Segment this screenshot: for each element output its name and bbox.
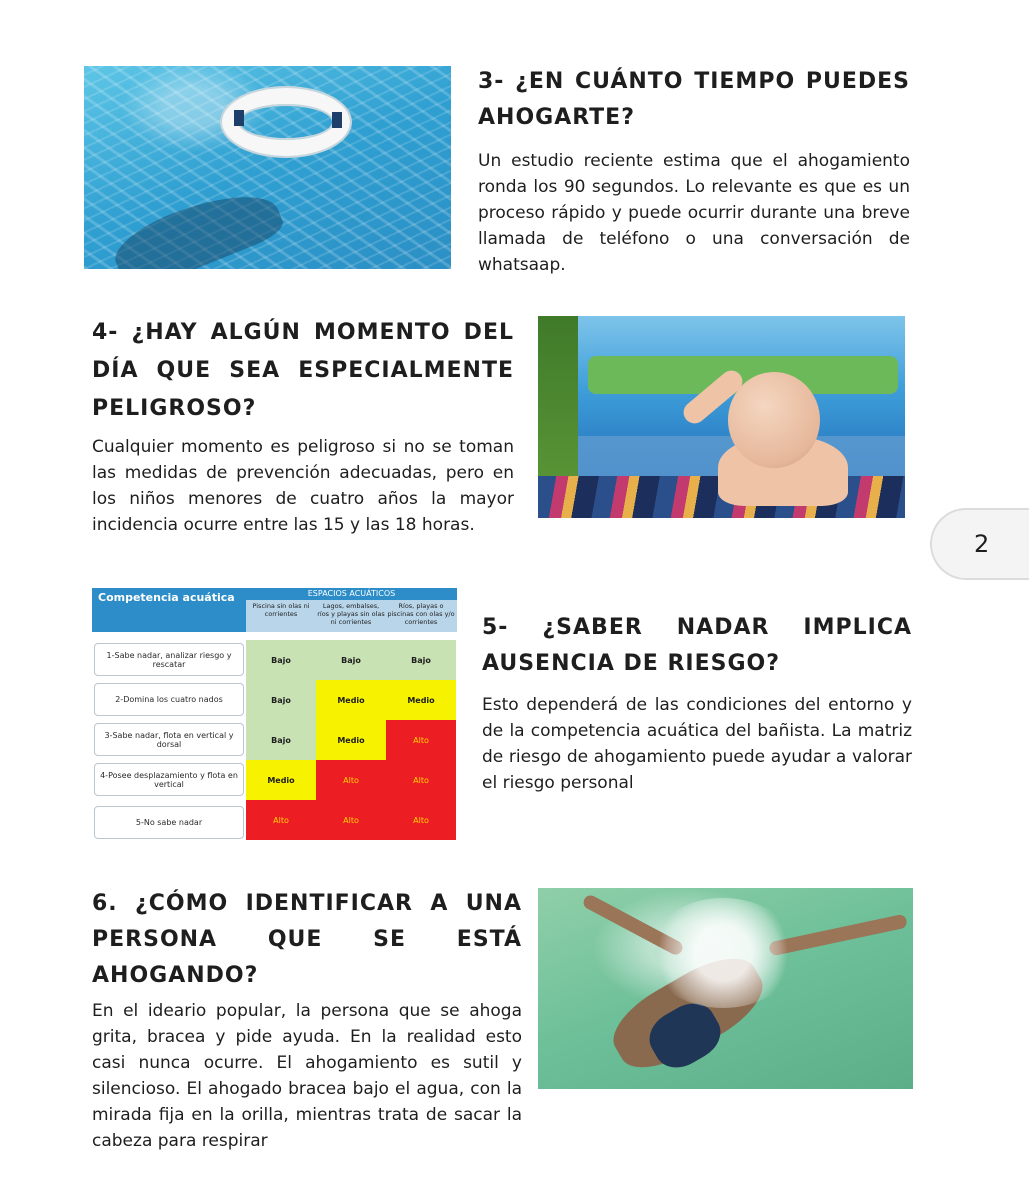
matrix-cell: Medio [316, 720, 386, 760]
section-3-heading: 3- ¿EN CUÁNTO TIEMPO PUEDES AHOGARTE? [478, 69, 910, 130]
matrix-cell: Bajo [316, 640, 386, 680]
matrix-row-label: 5-No sabe nadar [94, 806, 244, 839]
section-4-heading: 4- ¿HAY ALGÚN MOMENTO DEL DÍA QUE SEA ESPECIALMENTE PELIGROSO? [92, 320, 514, 421]
matrix-row-label: 3-Sabe nadar, flota en vertical y dorsal [94, 723, 244, 756]
section-5-heading: 5- ¿SABER NADAR IMPLICA AUSENCIA DE RIESGO? [482, 615, 912, 676]
matrix-cell: Alto [246, 800, 316, 840]
matrix-cell: Alto [316, 760, 386, 800]
section-6-heading: 6. ¿CÓMO IDENTIFICAR A UNA PERSONA QUE SE ESTÁ AHOGANDO? [92, 891, 522, 988]
matrix-row-header: Competencia acuática [92, 588, 246, 632]
matrix-column-header: Piscina sin olas ni corrientes [252, 602, 310, 618]
matrix-cell: Medio [386, 680, 456, 720]
lifebuoy-stripe [234, 110, 244, 126]
matrix-cell: Medio [316, 680, 386, 720]
water-splash [648, 898, 798, 1008]
matrix-cell: Medio [246, 760, 316, 800]
matrix-cell: Bajo [246, 720, 316, 760]
section-6-body: En el ideario popular, la persona que se ahoga grita, bracea y pide ayuda. En la realidad esto casi nunca ocurre. El ahogamiento es sutil y silencioso. El ahogado bracea bajo el agua, con la mirada fija en la orilla, mientras trata de sacar la cabeza para respirar [92, 1001, 522, 1151]
drowning-swimmer-photo [538, 888, 913, 1089]
matrix-row-label: 1-Sabe nadar, analizar riesgo y rescatar [94, 643, 244, 676]
matrix-column-header: Lagos, embalses, ríos y playas sin olas ni corrientes [317, 602, 385, 626]
matrix-cell: Bajo [246, 680, 316, 720]
baby-pool-photo [538, 316, 905, 518]
section-4-body: Cualquier momento es peligroso si no se toman las medidas de prevención adecuadas, pero en los niños menores de cuatro años la mayor incidencia ocurre entre las 15 y las 18 horas. [92, 437, 514, 535]
matrix-row-label: 4-Posee desplazamiento y flota en vertical [94, 763, 244, 796]
matrix-column-header: Ríos, playas o piscinas con olas y/o corrientes [387, 602, 455, 626]
matrix-row-label: 2-Domina los cuatro nados [94, 683, 244, 716]
lifebuoy-stripe [332, 112, 342, 128]
matrix-cell: Alto [386, 720, 456, 760]
page-number: 2 [974, 530, 990, 558]
section-3-body: Un estudio reciente estima que el ahogamiento ronda los 90 segundos. Lo relevante es que es un proceso rápido y puede ocurrir durante una breve llamada de teléfono o una conversación de whatsaap. [478, 151, 910, 275]
matrix-cell: Bajo [246, 640, 316, 680]
matrix-cell: Alto [386, 760, 456, 800]
matrix-cell: Alto [386, 800, 456, 840]
page-number-tab [930, 508, 1029, 580]
lifebuoy-pool-photo [84, 66, 451, 269]
matrix-cell: Bajo [386, 640, 456, 680]
drowning-shadow-figure [107, 176, 287, 269]
matrix-cell: Alto [316, 800, 386, 840]
matrix-column-group-title: ESPACIOS ACUÁTICOS [246, 588, 457, 600]
baby-head [728, 372, 820, 468]
drowning-risk-matrix [92, 588, 457, 842]
matrix-column-header-group [246, 588, 457, 632]
section-5-body: Esto dependerá de las condiciones del entorno y de la competencia acuática del bañista. La matriz de riesgo de ahogamiento puede ayudar a valorar el riesgo personal [482, 695, 912, 793]
